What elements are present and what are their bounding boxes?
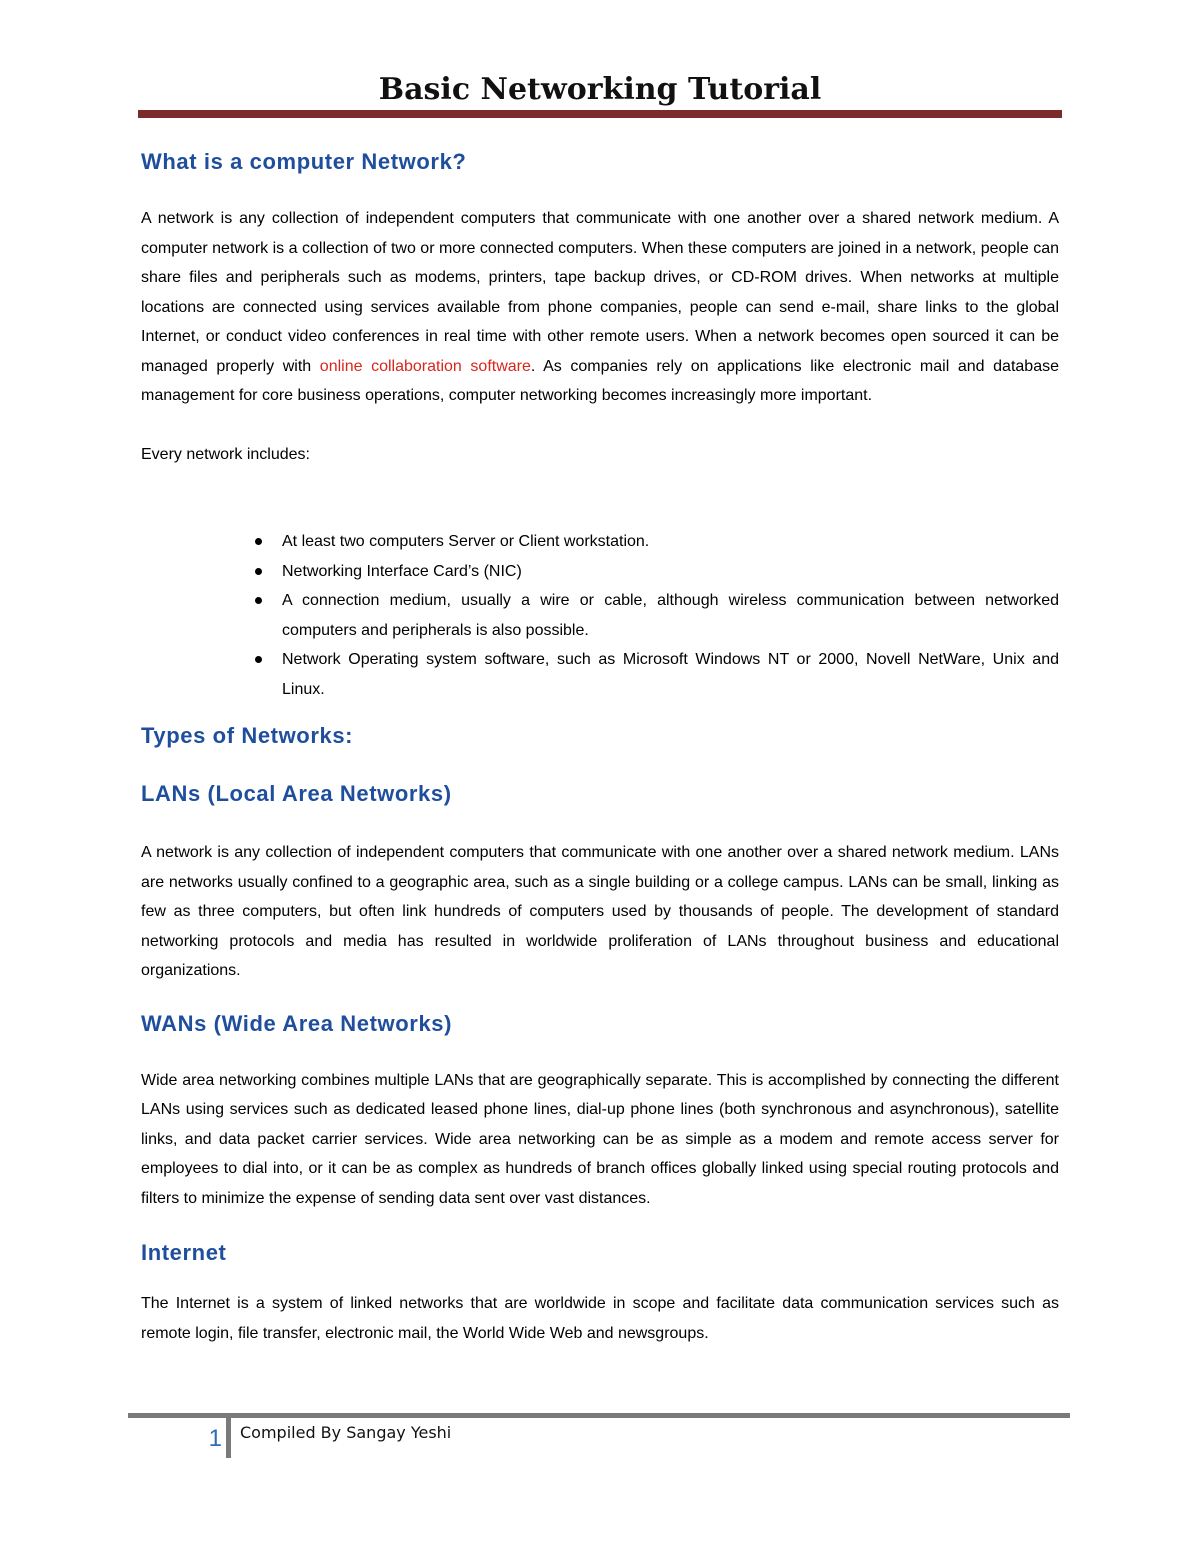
list-item [141, 557, 1059, 587]
paragraph-internet: The Internet is a system of linked networks that are worldwide in scope and facilitate data communication services such as remote login, file transfer, electronic mail, the World Wide Web and newsgroups. [141, 1295, 1059, 1342]
document-body [141, 142, 1059, 1348]
paragraph-lans: A network is any collection of independent computers that communicate with one another over a shared network medium. LANs are networks usually confined to a geographic area, such as a single building or a college campus. LANs can be small, linking as few as three computers, but often link hundreds of computers used by thousands of people. The development of standard networking protocols and media has resulted in worldwide proliferation of LANs throughout business and educational organizations. [141, 844, 1059, 979]
collaboration-software-link[interactable]: online collaboration software [319, 357, 531, 375]
list-item [141, 586, 1059, 645]
list-item-text: A connection medium, usually a wire or cable, although wireless communication between networked computers and peripherals is also possible. [282, 592, 1059, 639]
list-item-text: Network Operating system software, such as Microsoft Windows NT or 2000, Novell NetWare, Unix and Linux. [282, 651, 1059, 698]
paragraph-wans: Wide area networking combines multiple LANs that are geographically separate. This is accomplished by connecting the different LANs using services such as dedicated leased phone lines, dial-up phone lines (both synchronous and asynchronous), satellite links, and data packet carrier services. Wide area networking can be as simple as a modem and remote access server for employees to dial into, or it can be as complex as hundreds of branch offices globally linked using special routing protocols and filters to minimize the expense of sending data sent over vast distances. [141, 1071, 1059, 1207]
paragraph-network-definition [141, 204, 1059, 411]
footer-divider [226, 1418, 231, 1458]
network-components-list [141, 527, 1059, 704]
paragraph-text-after-link: . As companies rely on applications like electronic mail and database management for core business operations, computer networking becomes increasingly more important. [141, 357, 1059, 404]
footer-rule [128, 1413, 1070, 1418]
paragraph-text-before-link: A network is any collection of independent computers that communicate with one another over a shared network medium. A computer network is a collection of two or more connected computers. When these computers are joined in a network, people can share files and peripherals such as modems, printers, tape backup drives, or CD-ROM drives. When networks at multiple locations are connected using services available from phone companies, people can send e-mail, share links to the global Internet, or conduct video conferences in real time with other remote users. When a network becomes open sourced it can be managed properly with [141, 210, 1059, 375]
heading-what-is-network: What is a computer Network? [141, 149, 467, 174]
bullet-icon [255, 656, 262, 663]
bullet-icon [255, 568, 262, 575]
footer-credit: Compiled By Sangay Yeshi [240, 1423, 452, 1442]
heading-types-of-networks: Types of Networks: [141, 723, 354, 748]
heading-lans: LANs (Local Area Networks) [141, 781, 452, 806]
list-item [141, 645, 1059, 704]
page-title: Basic Networking Tutorial [378, 72, 822, 107]
bullet-icon [255, 597, 262, 604]
list-item-text: Networking Interface Card’s (NIC) [282, 562, 522, 580]
heading-internet: Internet [141, 1240, 227, 1265]
includes-intro: Every network includes: [141, 445, 310, 463]
heading-wans: WANs (Wide Area Networks) [141, 1010, 453, 1036]
title-rule [138, 110, 1062, 118]
bullet-icon [255, 538, 262, 545]
list-item [141, 527, 1059, 557]
page-number: 1 [208, 1425, 222, 1452]
list-item-text: At least two computers Server or Client workstation. [282, 533, 650, 550]
